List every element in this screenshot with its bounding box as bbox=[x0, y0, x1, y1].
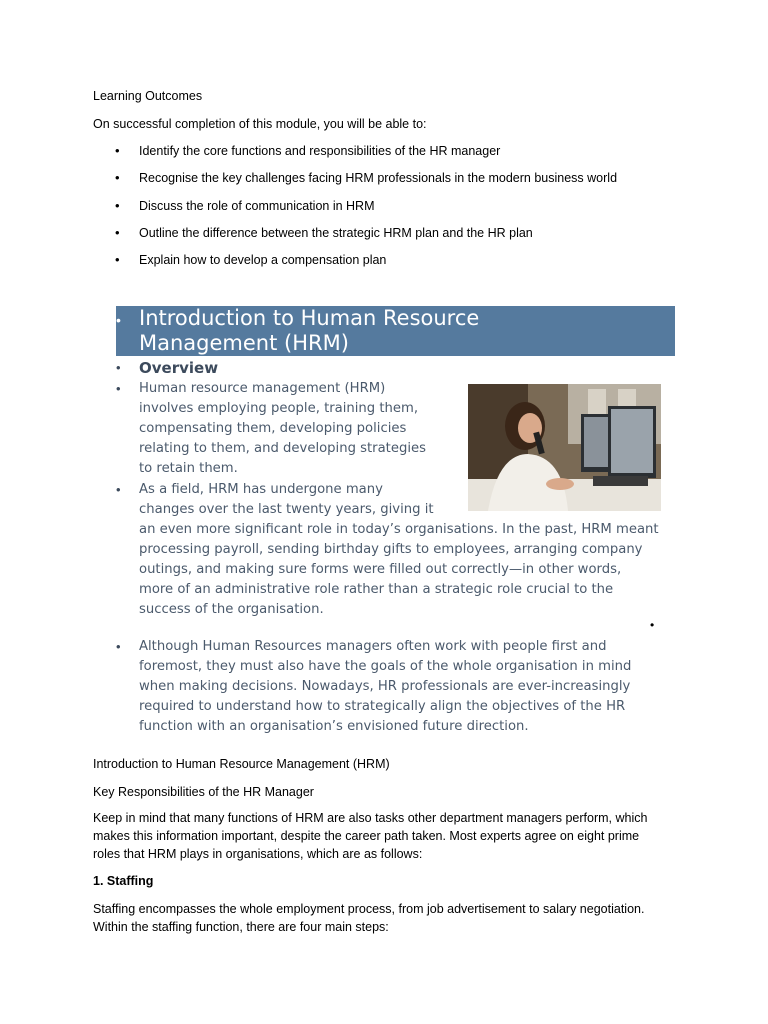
section-heading-line: Introduction to Human Resource bbox=[139, 306, 480, 330]
text-line: compensating them, developing policies bbox=[139, 421, 407, 436]
section-heading-line: Management (HRM) bbox=[139, 331, 349, 355]
paragraph-hr-goals bbox=[139, 637, 631, 737]
text-line: Human resource management (HRM) bbox=[139, 381, 386, 396]
list-item: • Identify the core functions and responsibilities of the HR manager bbox=[93, 142, 683, 169]
list-item: • Explain how to develop a compensation plan bbox=[93, 251, 683, 278]
section-heading bbox=[139, 306, 669, 356]
text-line: As a field, HRM has undergone many bbox=[139, 482, 383, 497]
text-line: required to understand how to strategically align the objectives of the HR bbox=[139, 699, 626, 714]
text-line: relating to them, and developing strategies bbox=[139, 441, 426, 456]
text-line: an even more significant role in today’s organisations. In the past, HRM meant bbox=[139, 522, 659, 537]
text-line: success of the organisation. bbox=[139, 602, 324, 617]
text-line: makes this information important, despite the career path taken. Most experts agree on eight prime bbox=[93, 829, 640, 843]
list-item: • Recognise the key challenges facing HRM professionals in the modern business world bbox=[93, 169, 683, 196]
learning-outcomes-title: Learning Outcomes bbox=[93, 89, 203, 103]
list-item: • Outline the difference between the strategic HRM plan and the HR plan bbox=[93, 224, 683, 251]
list-item: • Discuss the role of communication in HRM bbox=[93, 197, 683, 224]
staffing-paragraph bbox=[93, 900, 683, 936]
key-section-paragraph bbox=[93, 809, 683, 863]
text-line: to retain them. bbox=[139, 461, 238, 476]
text-line: Although Human Resources managers often work with people first and bbox=[139, 639, 607, 654]
key-section-title: Introduction to Human Resource Management (HRM) bbox=[93, 757, 390, 771]
text-line: involves employing people, training them, bbox=[139, 401, 419, 416]
text-line: more of an administrative role rather than a strategic role crucial to the bbox=[139, 582, 614, 597]
text-line: Keep in mind that many functions of HRM are also tasks other department managers perform, which bbox=[93, 811, 648, 825]
text-line: Within the staffing function, there are four main steps: bbox=[93, 920, 389, 934]
text-line: foremost, they must also have the goals of the whole organisation in mind bbox=[139, 659, 632, 674]
learning-outcomes-intro: On successful completion of this module, you will be able to: bbox=[93, 117, 427, 131]
bullet-marker: • bbox=[650, 618, 655, 632]
office-worker-on-phone-photo bbox=[468, 384, 661, 511]
bullet-marker: • bbox=[116, 312, 121, 328]
text-line: when making decisions. Nowadays, HR professionals are ever-increasingly bbox=[139, 679, 631, 694]
bullet-marker: • bbox=[116, 639, 121, 654]
paragraph-hrm-definition bbox=[139, 379, 426, 479]
bullet-marker: • bbox=[116, 381, 121, 396]
overview-heading: Overview bbox=[139, 359, 219, 377]
text-line: function with an organisation’s envisioned future direction. bbox=[139, 719, 529, 734]
staffing-heading: 1. Staffing bbox=[93, 874, 154, 888]
bullet-marker: • bbox=[116, 360, 121, 375]
text-line: outings, and making sure forms were filled out correctly—in other words, bbox=[139, 562, 622, 577]
text-line: Staffing encompasses the whole employment process, from job advertisement to salary negotiation. bbox=[93, 902, 645, 916]
learning-outcomes-list bbox=[93, 142, 683, 278]
text-line: roles that HRM plays in organisations, which are as follows: bbox=[93, 847, 423, 861]
text-line: changes over the last twenty years, giving it bbox=[139, 502, 434, 517]
key-section-subtitle: Key Responsibilities of the HR Manager bbox=[93, 785, 314, 799]
bullet-marker: • bbox=[116, 482, 121, 497]
text-line: processing payroll, sending birthday gifts to employees, arranging company bbox=[139, 542, 643, 557]
office-photo-illustration bbox=[468, 384, 661, 511]
